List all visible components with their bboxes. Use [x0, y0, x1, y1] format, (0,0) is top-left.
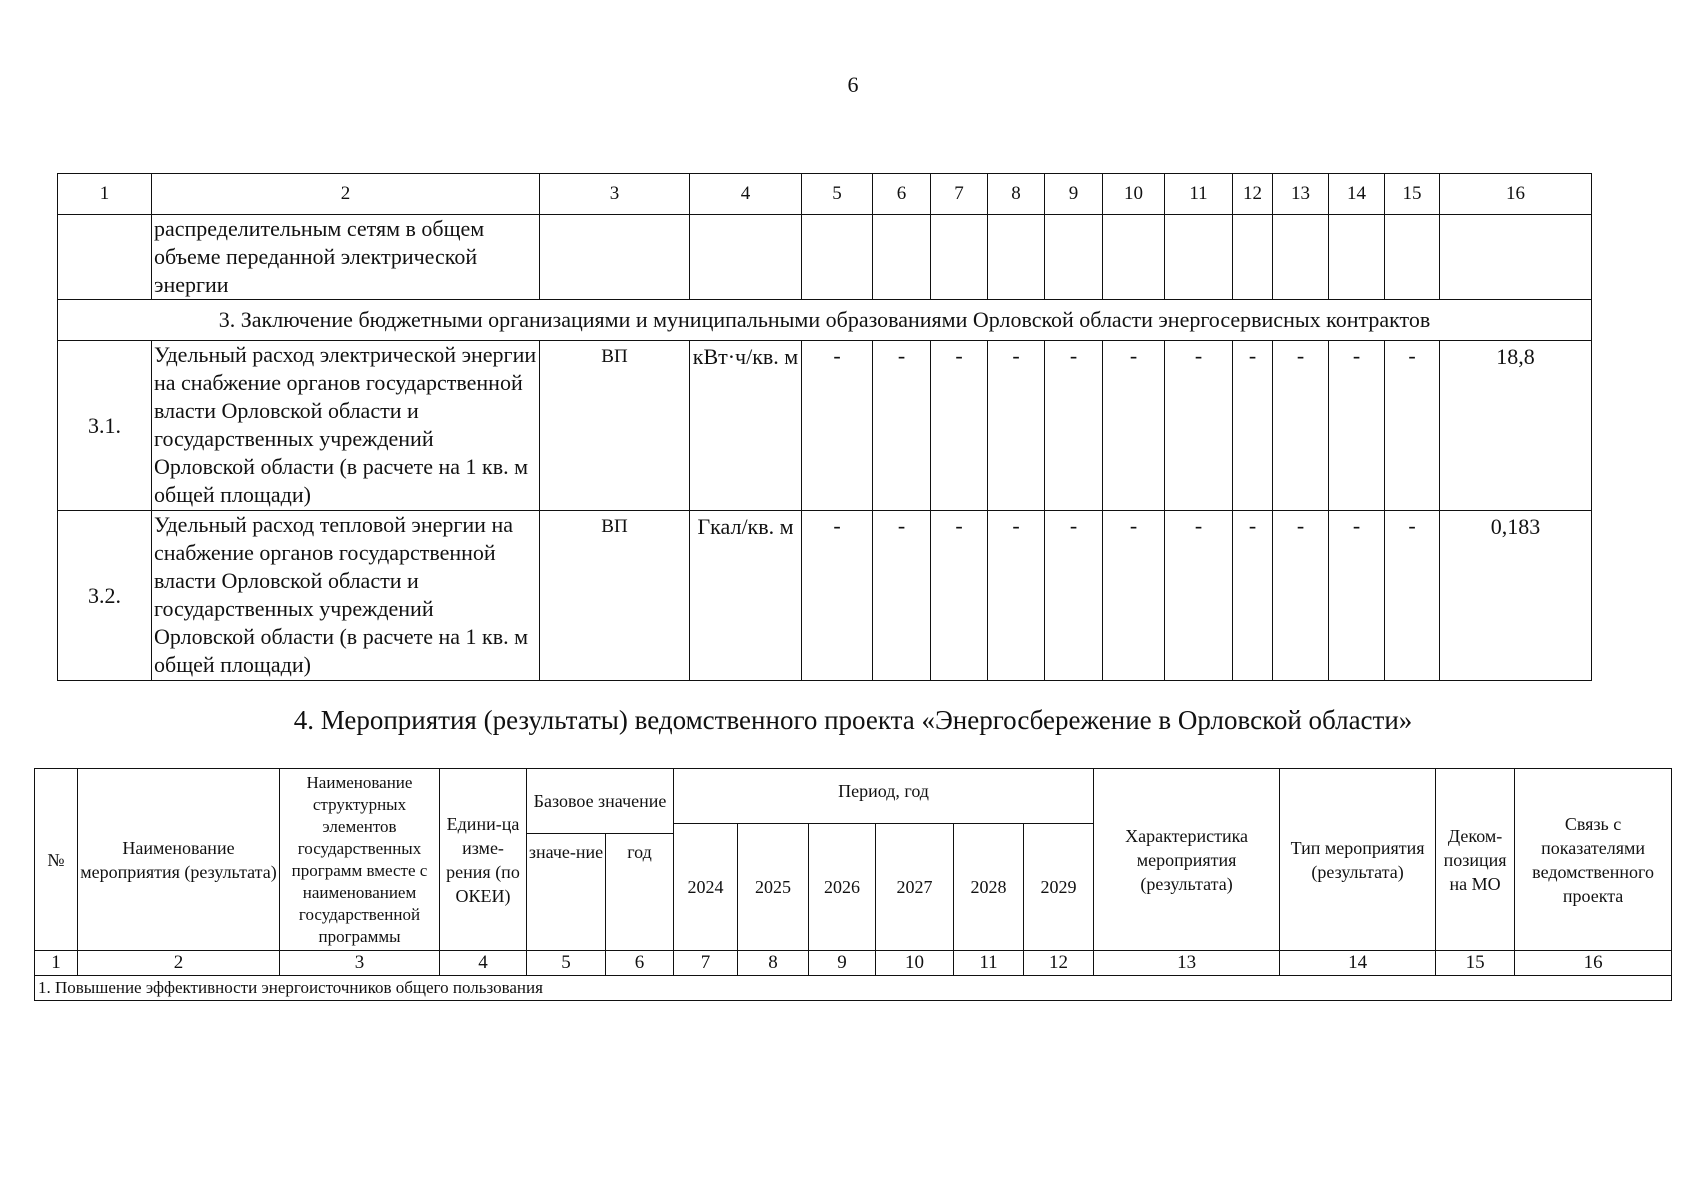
col-number: 14 [1329, 174, 1385, 215]
header-name: Наименование мероприятия (результата) [78, 769, 280, 951]
table-row [58, 341, 1592, 511]
indicator-name: Удельный расход тепловой энергии на снабжение органов государственной власти Орловской области и государственных учреждений Орловской области (в расчете на 1 кв. м общей площади) [152, 511, 540, 681]
col-number: 11 [954, 951, 1024, 976]
header-no: № [35, 769, 78, 951]
cell-dash: - [1329, 341, 1385, 511]
col-number: 7 [674, 951, 738, 976]
col-number: 5 [802, 174, 873, 215]
section-row [35, 976, 1672, 1001]
header-year: 2025 [738, 824, 809, 951]
col-number: 3 [280, 951, 440, 976]
col-number: 2 [152, 174, 540, 215]
row-number: 3.2. [58, 511, 152, 681]
col-number: 4 [440, 951, 527, 976]
cell-dash: - [1045, 341, 1103, 511]
col-number: 4 [690, 174, 802, 215]
col-number: 5 [527, 951, 606, 976]
header-struct: Наименование структурных элементов государственных программ вместе с наименованием государственной программы [280, 769, 440, 951]
cell-dash: - [802, 511, 873, 681]
header-base-year: год [606, 834, 674, 951]
col-number: 13 [1273, 174, 1329, 215]
cell-dash: - [1385, 511, 1440, 681]
col-number: 1 [35, 951, 78, 976]
cell-dash: - [931, 341, 988, 511]
page-number: 6 [847, 72, 859, 97]
indicator-name: Удельный расход электрической энергии на снабжение органов государственной власти Орловской области и государственных учреждений Орловской области (в расчете на 1 кв. м общей площади) [152, 341, 540, 511]
cell-dash: - [1045, 511, 1103, 681]
header-year: 2027 [876, 824, 954, 951]
col-number: 12 [1233, 174, 1273, 215]
section-title: 1. Повышение эффективности энергоисточников общего пользования [35, 976, 1672, 1001]
col-number: 3 [540, 174, 690, 215]
header-year: 2029 [1024, 824, 1094, 951]
column-number-row [35, 951, 1672, 976]
header-decomp: Деком-позиция на МО [1436, 769, 1515, 951]
cell-dash: - [873, 341, 931, 511]
table-row [58, 511, 1592, 681]
cell-dash: - [988, 341, 1045, 511]
header-base-value: значе-ние [527, 834, 606, 951]
cell-dash: - [1385, 341, 1440, 511]
cell-dash: - [1233, 341, 1273, 511]
header-row-top [35, 769, 1672, 824]
indicator-type: ВП [540, 511, 690, 681]
col-number: 6 [606, 951, 674, 976]
col-number: 15 [1436, 951, 1515, 976]
indicators-table [57, 173, 1592, 681]
col-number: 8 [738, 951, 809, 976]
indicator-unit: Гкал/кв. м [690, 511, 802, 681]
section-heading: 4. Мероприятия (результаты) ведомственного проекта «Энергосбережение в Орловской области» [293, 705, 1413, 735]
indicator-unit: кВт·ч/кв. м [690, 341, 802, 511]
header-year: 2026 [809, 824, 876, 951]
continuation-row [58, 215, 1592, 300]
col-number: 12 [1024, 951, 1094, 976]
header-year: 2024 [674, 824, 738, 951]
cell-dash: - [1165, 341, 1233, 511]
header-base: Базовое значение [527, 769, 674, 834]
column-number-row [58, 174, 1592, 215]
section-row [58, 300, 1592, 341]
col-number: 10 [876, 951, 954, 976]
col-number: 15 [1385, 174, 1440, 215]
cell-dash: - [931, 511, 988, 681]
col-number: 16 [1515, 951, 1672, 976]
cell-dash: - [988, 511, 1045, 681]
col-number: 13 [1094, 951, 1280, 976]
cell-dash: - [1165, 511, 1233, 681]
col-number: 16 [1440, 174, 1592, 215]
col-number: 14 [1280, 951, 1436, 976]
cell-dash: - [1103, 511, 1165, 681]
col-number: 6 [873, 174, 931, 215]
col-number: 9 [809, 951, 876, 976]
indicator-value: 18,8 [1440, 341, 1592, 511]
header-type: Тип мероприятия (результата) [1280, 769, 1436, 951]
measures-table [34, 768, 1672, 1001]
header-year: 2028 [954, 824, 1024, 951]
col-number: 2 [78, 951, 280, 976]
cell-dash: - [1273, 341, 1329, 511]
header-characteristic: Характеристика мероприятия (результата) [1094, 769, 1280, 951]
cell-dash: - [1273, 511, 1329, 681]
col-number: 1 [58, 174, 152, 215]
indicator-type: ВП [540, 341, 690, 511]
cell-dash: - [1103, 341, 1165, 511]
indicator-value: 0,183 [1440, 511, 1592, 681]
section-title: 3. Заключение бюджетными организациями и муниципальными образованиями Орловской области энергосервисных контрактов [58, 300, 1592, 341]
header-unit: Едини-ца изме-рения (по ОКЕИ) [440, 769, 527, 951]
cell-dash: - [1329, 511, 1385, 681]
col-number: 9 [1045, 174, 1103, 215]
cell-dash: - [1233, 511, 1273, 681]
cell-dash: - [873, 511, 931, 681]
col-number: 8 [988, 174, 1045, 215]
col-number: 11 [1165, 174, 1233, 215]
header-period: Период, год [674, 769, 1094, 824]
col-number: 7 [931, 174, 988, 215]
row-number: 3.1. [58, 341, 152, 511]
col-number: 10 [1103, 174, 1165, 215]
continuation-text: распределительным сетям в общем объеме переданной электрической энергии [152, 215, 540, 300]
cell-dash: - [802, 341, 873, 511]
header-link: Связь с показателями ведомственного проекта [1515, 769, 1672, 951]
